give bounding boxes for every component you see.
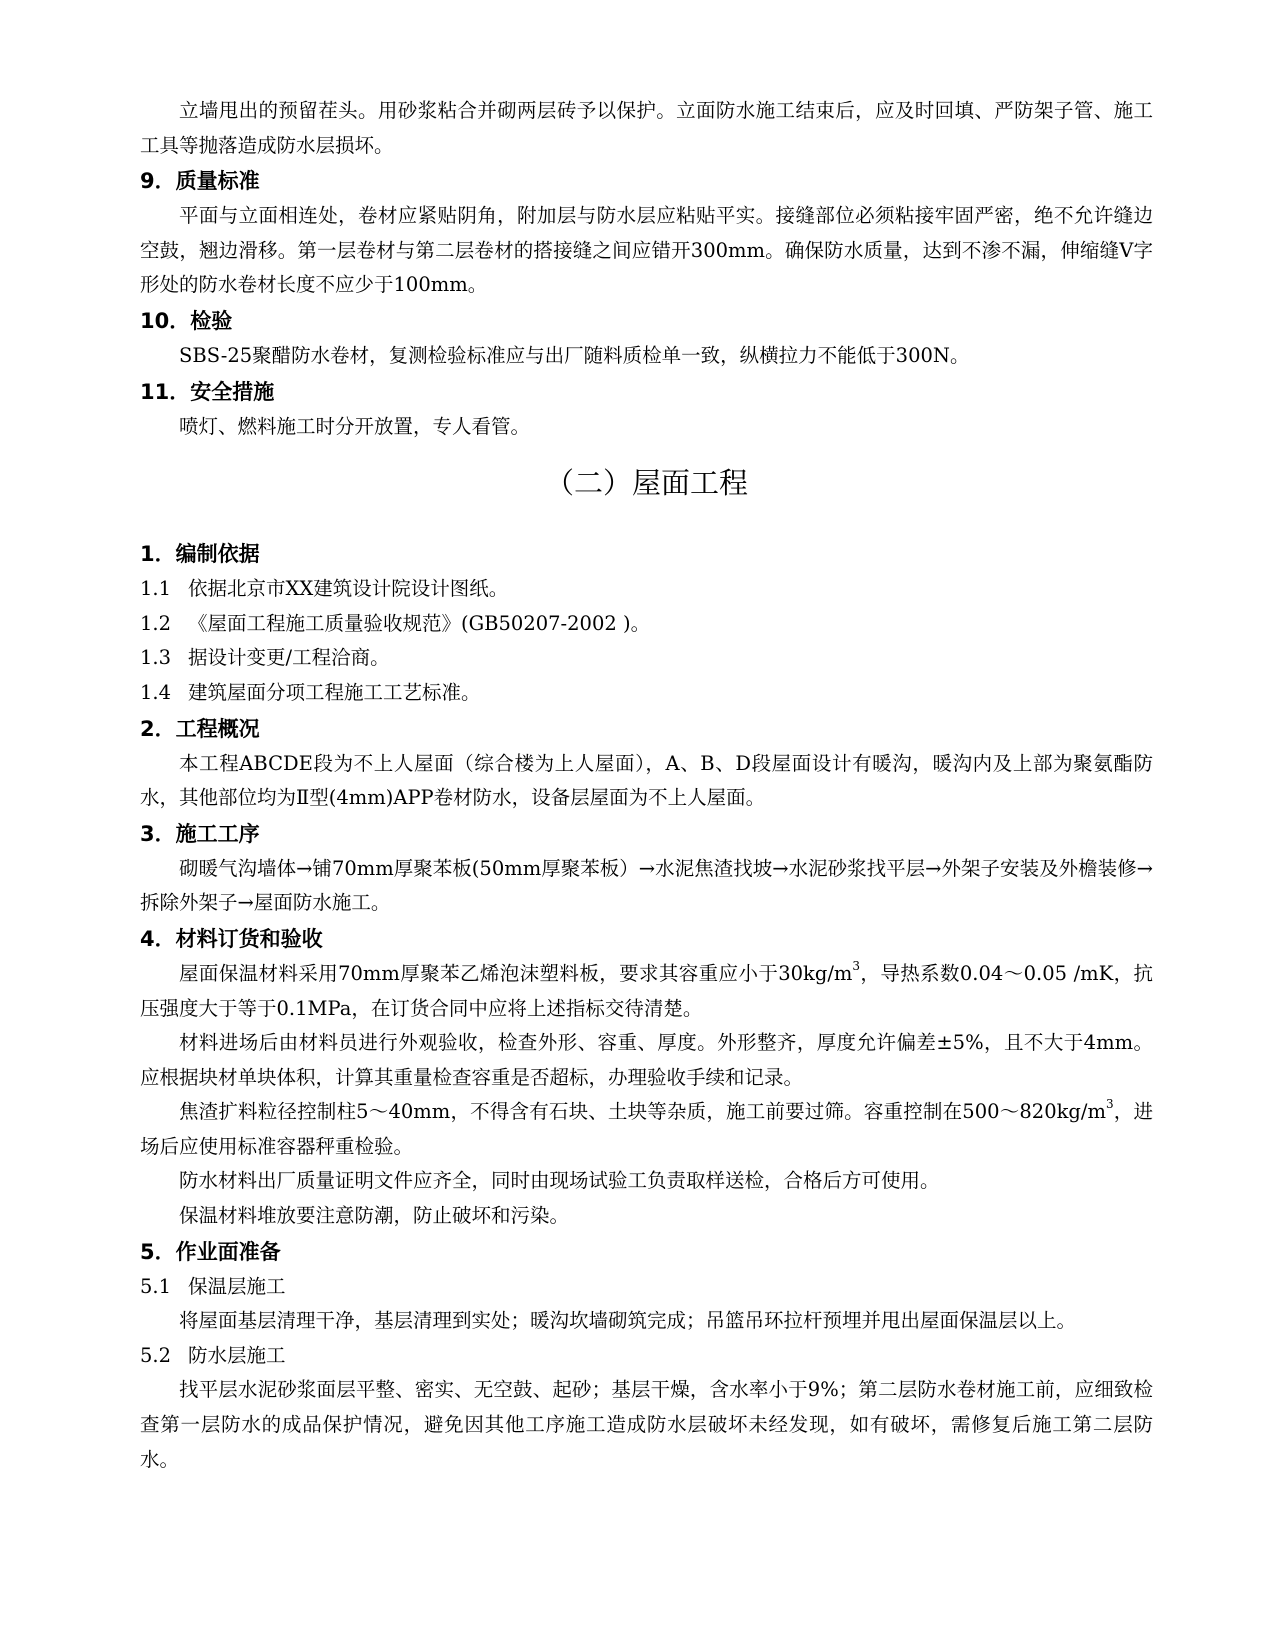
paragraph-text: ，导热系数0.04～0.05 /mK，抗压强度大于等于0.1MPa，在订货合同中应将上述指标交待清楚。 — [140, 961, 1154, 1020]
item-number: 1.3 — [140, 646, 172, 670]
list-item — [140, 607, 1153, 642]
item-number: 1.4 — [140, 680, 172, 704]
storage-paragraph: 保温材料堆放要注意防潮，防止破坏和污染。 — [179, 1204, 570, 1228]
item-number: 5.1 — [140, 1274, 172, 1298]
item-number: 5.2 — [140, 1343, 172, 1367]
heading-material-ordering: 4．材料订货和验收 — [140, 926, 323, 951]
heading-work-surface-preparation: 5．作业面准备 — [140, 1239, 281, 1264]
item-text: 保温层施工 — [188, 1274, 286, 1298]
section-title-roof-engineering: （二）屋面工程 — [544, 466, 748, 501]
item-text: 依据北京市XX建筑设计院设计图纸。 — [188, 577, 509, 601]
item-number: 1.2 — [140, 611, 172, 635]
cinder-material-paragraph — [140, 1095, 1153, 1164]
item-text: 据设计变更/工程洽商。 — [188, 646, 390, 670]
heading-project-overview: 2．工程概况 — [140, 716, 260, 741]
subsection-label — [140, 1339, 1153, 1374]
list-item — [140, 676, 1153, 711]
heading-safety-measures: 11．安全措施 — [140, 379, 275, 404]
inspection-paragraph: SBS-25聚醋防水卷材，复测检验标准应与出厂随料质检单一致，纵横拉力不能低于300N。 — [179, 343, 970, 367]
safety-paragraph: 喷灯、燃料施工时分开放置，专人看管。 — [179, 414, 531, 438]
waterproof-layer-paragraph: 找平层水泥砂浆面层平整、密实、无空鼓、起砂；基层干燥，含水率小于9%；第二层防水卷材施工前，应细致检查第一层防水的成品保护情况，避免因其他工序施工造成防水层破坏未经发现，如有破坏，需修复后施工第二层防水。 — [140, 1378, 1153, 1471]
item-text: 防水层施工 — [188, 1343, 286, 1367]
list-item — [140, 641, 1153, 676]
paragraph-text: ，进场后应使用标准容器秤重检验。 — [140, 1100, 1153, 1158]
project-overview-paragraph: 本工程ABCDE段为不上人屋面（综合楼为上人屋面），A、B、D段屋面设计有暖沟，暖沟内及上部为聚氨酯防水，其他部位均为Ⅱ型(4mm)APP卷材防水，设备层屋面为不上人屋面。 — [140, 751, 1153, 810]
heading-construction-sequence: 3．施工工序 — [140, 821, 260, 846]
heading-inspection: 10．检验 — [140, 308, 233, 333]
quality-standard-paragraph: 平面与立面相连处，卷材应紧贴阴角，附加层与防水层应粘贴平实。接缝部位必须粘接牢固严密，绝不允许缝边空鼓，翘边滑移。第一层卷材与第二层卷材的搭接缝之间应错开300mm。确保防水质量，达到不渗不漏，伸缩缝V字形处的防水卷材长度不应少于100mm。 — [140, 204, 1153, 297]
insulation-layer-paragraph: 将屋面基层清理干净，基层清理到实处；暖沟坎墙砌筑完成；吊篮吊环拉杆预埋并甩出屋面保温层以上。 — [179, 1309, 1077, 1333]
subsection-label — [140, 1270, 1153, 1305]
list-item — [140, 572, 1153, 607]
heading-compilation-basis: 1．编制依据 — [140, 542, 260, 567]
item-text: 建筑屋面分项工程施工工艺标准。 — [188, 680, 481, 704]
insulation-material-paragraph — [140, 957, 1153, 1026]
superscript: 3 — [1105, 1097, 1114, 1112]
intro-paragraph: 立墙甩出的预留茬头。用砂浆粘合并砌两层砖予以保护。立面防水施工结束后，应及时回填、严防架子管、施工工具等抛落造成防水层损坏。 — [140, 99, 1153, 157]
item-number: 1.1 — [140, 577, 172, 601]
construction-sequence-paragraph: 砌暖气沟墙体→铺70mm厚聚苯板(50mm厚聚苯板）→水泥焦渣找坡→水泥砂浆找平层→外架子安装及外檐装修→拆除外架子→屋面防水施工。 — [140, 856, 1153, 915]
superscript: 3 — [852, 958, 861, 973]
heading-quality-standard: 9．质量标准 — [140, 169, 260, 194]
item-text: 《屋面工程施工质量验收规范》(GB50207-2002 )。 — [188, 611, 651, 635]
paragraph-text: 焦渣扩料粒径控制柱5～40mm，不得含有石块、土块等杂质，施工前要过筛。容重控制在500～820kg/m — [179, 1100, 1106, 1124]
paragraph-text: 屋面保温材料采用70mm厚聚苯乙烯泡沫塑料板，要求其容重应小于30kg/m — [179, 961, 853, 985]
material-acceptance-paragraph: 材料进场后由材料员进行外观验收，检查外形、容重、厚度。外形整齐，厚度允许偏差±5%，且不大于4mm。应根据块材单块体积，计算其重量检查容重是否超标，办理验收手续和记录。 — [140, 1031, 1153, 1089]
waterproof-material-paragraph: 防水材料出厂质量证明文件应齐全，同时由现场试验工负责取样送检，合格后方可使用。 — [179, 1169, 940, 1193]
